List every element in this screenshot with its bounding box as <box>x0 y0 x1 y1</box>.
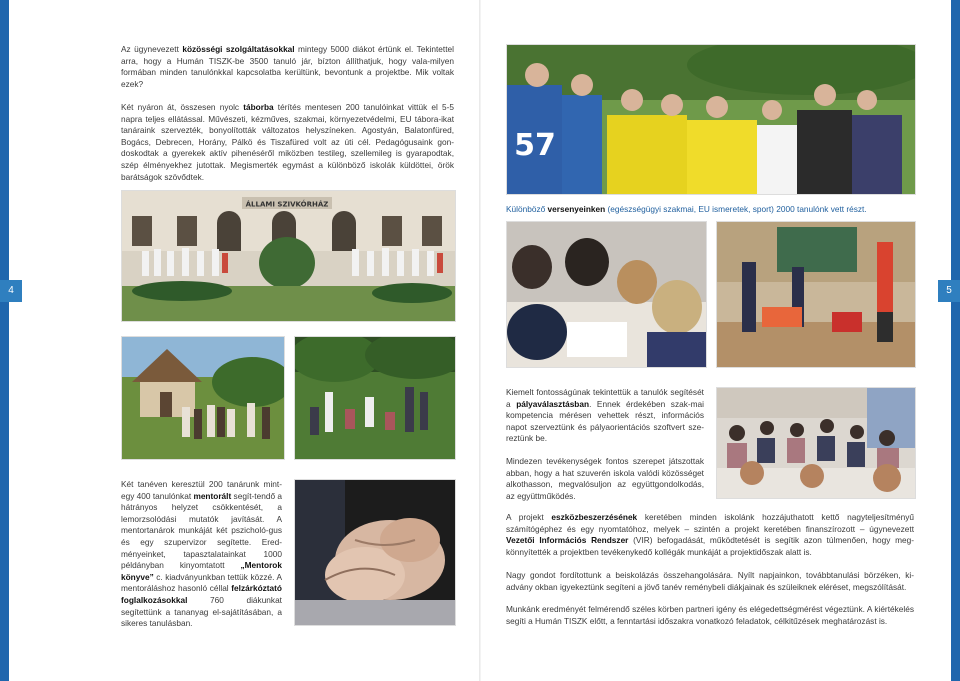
mentor-paragraph: Két tanéven keresztül 200 tanárunk mint-egy 400 tanulónkat mentorált segít-tendő a hátrányos helyzet csökkentését, a lemorzsolódási mutatók javítását. A mentortanárok munkáját két pszicholó-gus és egy szupervizor segítette. Ered-ményeinket, tapasztalatainkat 1000 példányban kinyomtatott „Mentorok könyve” c. kiadványunkban tettük közzé. A mentoráláshoz hasonló céllal felzárkóztató foglalkozásokkal 760 diákunkat segítettünk a tananyag el-sajátításában, a sikeres tanulásban. <box>121 479 282 629</box>
translation-paragraph: Nagy gondot fordítottunk a beiskolázás összehangolására. Nyílt napjainkon, továbbtanulási börzéken, ki-advány okban igyekeztünk segíteni a jövő tanév reménybeli diákjainak és szüleiknek eléréset, megszólítását. <box>506 570 914 592</box>
intro-paragraph: Az ügynevezett közösségi szolgáltatásokkal mintegy 5000 diákot értünk el. Tekintettel arra, hogy a Humán TISZK-be 3500 tanuló jár, bízton állíthatjuk, hogy vala-milyen formában minden tanulónkkal kapcsolatba kerültünk, bevontunk a projektbe. Mik voltak ezek? <box>121 44 454 89</box>
classroom-photo <box>716 387 916 499</box>
left-page-edge <box>0 0 9 681</box>
equipment-paragraph: A projekt eszközbeszerzésének keretében minden iskolánk hozzájuthatott kettő nagyteljesítményű számítógéphez és egy nyomtatóhoz, melyek – szintén a projekt keretében finanszírozott – úgynevezett Vezetői Információs Rendszer (VIR) befogadását, működtetését is segítik azon túlmenően, hogy meg-könnyítették a projektben tevékenykedő kollégák munkáját a projektidőszak alatt is. <box>506 512 914 557</box>
jersey-number: 57 <box>514 128 556 163</box>
building-group-photo <box>121 190 456 322</box>
hands-photo <box>294 479 456 626</box>
right-page-edge <box>951 0 960 681</box>
camp-paragraph: Két nyáron át, összesen nyolc táborba térítés mentesen 200 tanulóinkat vittük el 5-5 napra teljes ellátással. Művészeti, kézműves, szakmai, környezetvédelmi, EU tábora-ikat tanáraink szervezték, bonyolították változatos helyszíneken. Agostyán, Balatonfüred, Bogács, Debrecen, Horány, Pálkö és Tiszafüred volt az úti cél. Pedagógusaink gon-doskodtak a gyerekek aktív pihenéséről miközben testileg, szellemileg is gyarapodtak, szép élményekhez jutottak. Megismerték egymást a különböző iskolák küldöttei, örök barátságok szövődtek. <box>121 102 454 182</box>
outdoor-camp-photo <box>294 336 456 460</box>
results-paragraph: Munkánk eredményét felmérendő széles körben partneri igény és elégedettségmérést végeztünk. A kiértékelés segíti a Humán TISZK előtt, a fenntartási időszakra vonatkozó feladatok, célkitűzések meghatározást is. <box>506 604 914 626</box>
team-group-photo <box>506 44 916 195</box>
building-sign-text: ÁLLAMI SZIVKÓRHÁZ <box>245 200 329 209</box>
competitions-caption: Különböző versenyeinken (egészségügyi szakmai, EU ismeretek, sport) 2000 tanulónk vett részt. <box>506 204 867 214</box>
page-number-right: 5 <box>938 280 960 302</box>
career-paragraph: Kiemelt fontosságúnak tekintettük a tanulók segítését a pályaválasztásban. Ennek érdekében szak-mai kompetencia mérésen vehettek részt, információs napot szerveztünk és pályaorientációs szoftvert sze-reztünk be. <box>506 387 704 444</box>
first-aid-photo <box>716 221 916 368</box>
village-house-photo <box>121 336 285 460</box>
students-test-photo <box>506 221 707 368</box>
page-spine <box>479 0 481 681</box>
community-paragraph: Mindezen tevékenységek fontos szerepet játszottak abban, hogy a hat szuverén iskola valódi közösséget alkothasson, megvalósuljon az együttgondolkodás, az együttműködés. <box>506 456 704 501</box>
page-number-left: 4 <box>0 280 22 302</box>
